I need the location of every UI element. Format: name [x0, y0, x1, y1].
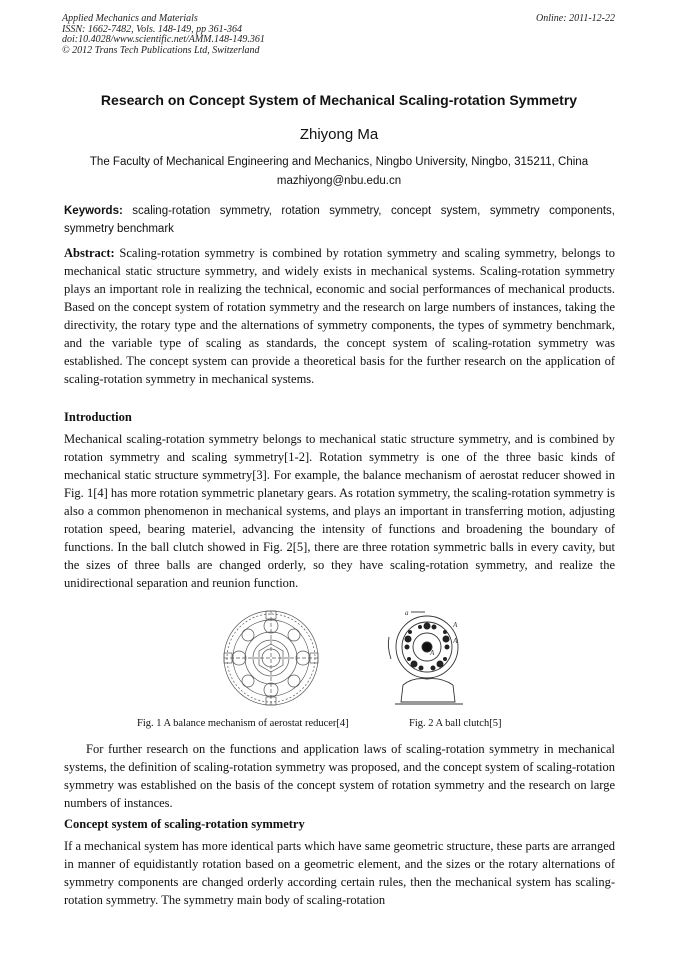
author-name: Zhiyong Ma	[299, 126, 379, 143]
figure-1-balance-mechanism	[209, 609, 334, 707]
figure-2-ball-clutch	[383, 607, 480, 708]
paper-title: Research on Concept System of Mechanical Scaling-rotation Symmetry	[100, 92, 578, 108]
figure-2-caption: Fig. 2 A ball clutch[5]	[409, 718, 502, 729]
abstract-text: Scaling-rotation symmetry is combined by rotation symmetry and scaling symmetry, belongs to mechanical static structure symmetry, and widely exists in mechanical systems. Scaling-rotation symmetry plays an important role in realizing the technical, economic and social performances of mechanical products. Based on the concept system of rotation symmetry and the research on large numbers of instances, taking the directivity, the rotary type and the alternations of symmetry components, the types of symmetry benchmark, and the variable type of scaling as standards, the concept system of scaling-rotation symmetry was established. The concept system can provide a theoretical basis for the further research on the application of scaling-rotation symmetry in mechanical systems.	[64, 246, 615, 386]
concept-paragraph-1: If a mechanical system has more identical parts which have same geometric structure, these parts are arranged in manner of equidistantly rotation based on a geometric element, and the sizes or the rotary alternations of symmetry components are changed orderly according certain rules, then the mechanical system has scaling-rotation symmetry. The symmetry main body of scaling-rotation	[64, 839, 615, 907]
online-date: Online: 2011-12-22	[536, 13, 615, 24]
affiliation-block	[0, 153, 678, 191]
fig2-label-a: a	[405, 609, 409, 617]
fig2-label-A-2: A	[453, 637, 458, 645]
copyright-line: © 2012 Trans Tech Publications Ltd, Switzerland	[62, 44, 260, 56]
introduction-heading: Introduction	[64, 410, 132, 424]
keywords-label: Keywords:	[64, 205, 123, 217]
fig2-label-A-3: A	[430, 649, 435, 657]
issn-line: ISSN: 1662-7482, Vols. 148-149, pp 361-364	[62, 23, 242, 35]
affiliation: The Faculty of Mechanical Engineering and Mechanics, Ningbo University, Ningbo, 315211, China	[89, 156, 589, 168]
fig2-label-A-1: A	[453, 621, 458, 629]
abstract-label: Abstract:	[64, 246, 115, 260]
author-email: mazhiyong@nbu.edu.cn	[276, 175, 402, 187]
journal-name: Applied Mechanics and Materials	[62, 13, 198, 24]
doi-line: doi:10.4028/www.scientific.net/AMM.148-149.361	[62, 34, 265, 45]
journal-header	[62, 14, 615, 56]
figure-1-caption: Fig. 1 A balance mechanism of aerostat reducer[4]	[137, 718, 349, 729]
abstract-block	[64, 244, 615, 388]
keywords-text: scaling-rotation symmetry, rotation symmetry, concept system, symmetry components, symmetry benchmark	[64, 205, 615, 235]
introduction-paragraph-1: Mechanical scaling-rotation symmetry belongs to mechanical static structure symmetry, and is combined by rotation symmetry and scaling symmetry[1-2]. Rotation symmetry is one of the three basic kinds of mechanical static structure symmetry[3]. For example, the balance mechanism of aerostat reducer showed in Fig. 1[4] has more rotation symmetric planetary gears. As rotation symmetry, the scaling-rotation symmetry is also a common phenomenon in mechanical systems, and plays an important in transferring motion, adjusting rotation speed, bearing materiel, advancing the intensity of functions and broadening the boundary of functions. In the ball clutch showed in Fig. 2[5], there are three rotation symmetric balls in every cavity, but the sizes of three balls are changed orderly, so they have scaling-rotation symmetry, and realize the unidirectional separation and reunion function.	[64, 432, 615, 590]
concept-system-heading: Concept system of scaling-rotation symmetry	[64, 817, 305, 831]
keywords-block	[64, 202, 615, 238]
introduction-paragraph-2: For further research on the functions and application laws of scaling-rotation symmetry in mechanical systems, the definition of scaling-rotation symmetry was proposed, and the concept system of scaling-rotation symmetry was established on the basis of the concept system of rotation symmetry and the research on large numbers of instances.	[64, 742, 615, 810]
